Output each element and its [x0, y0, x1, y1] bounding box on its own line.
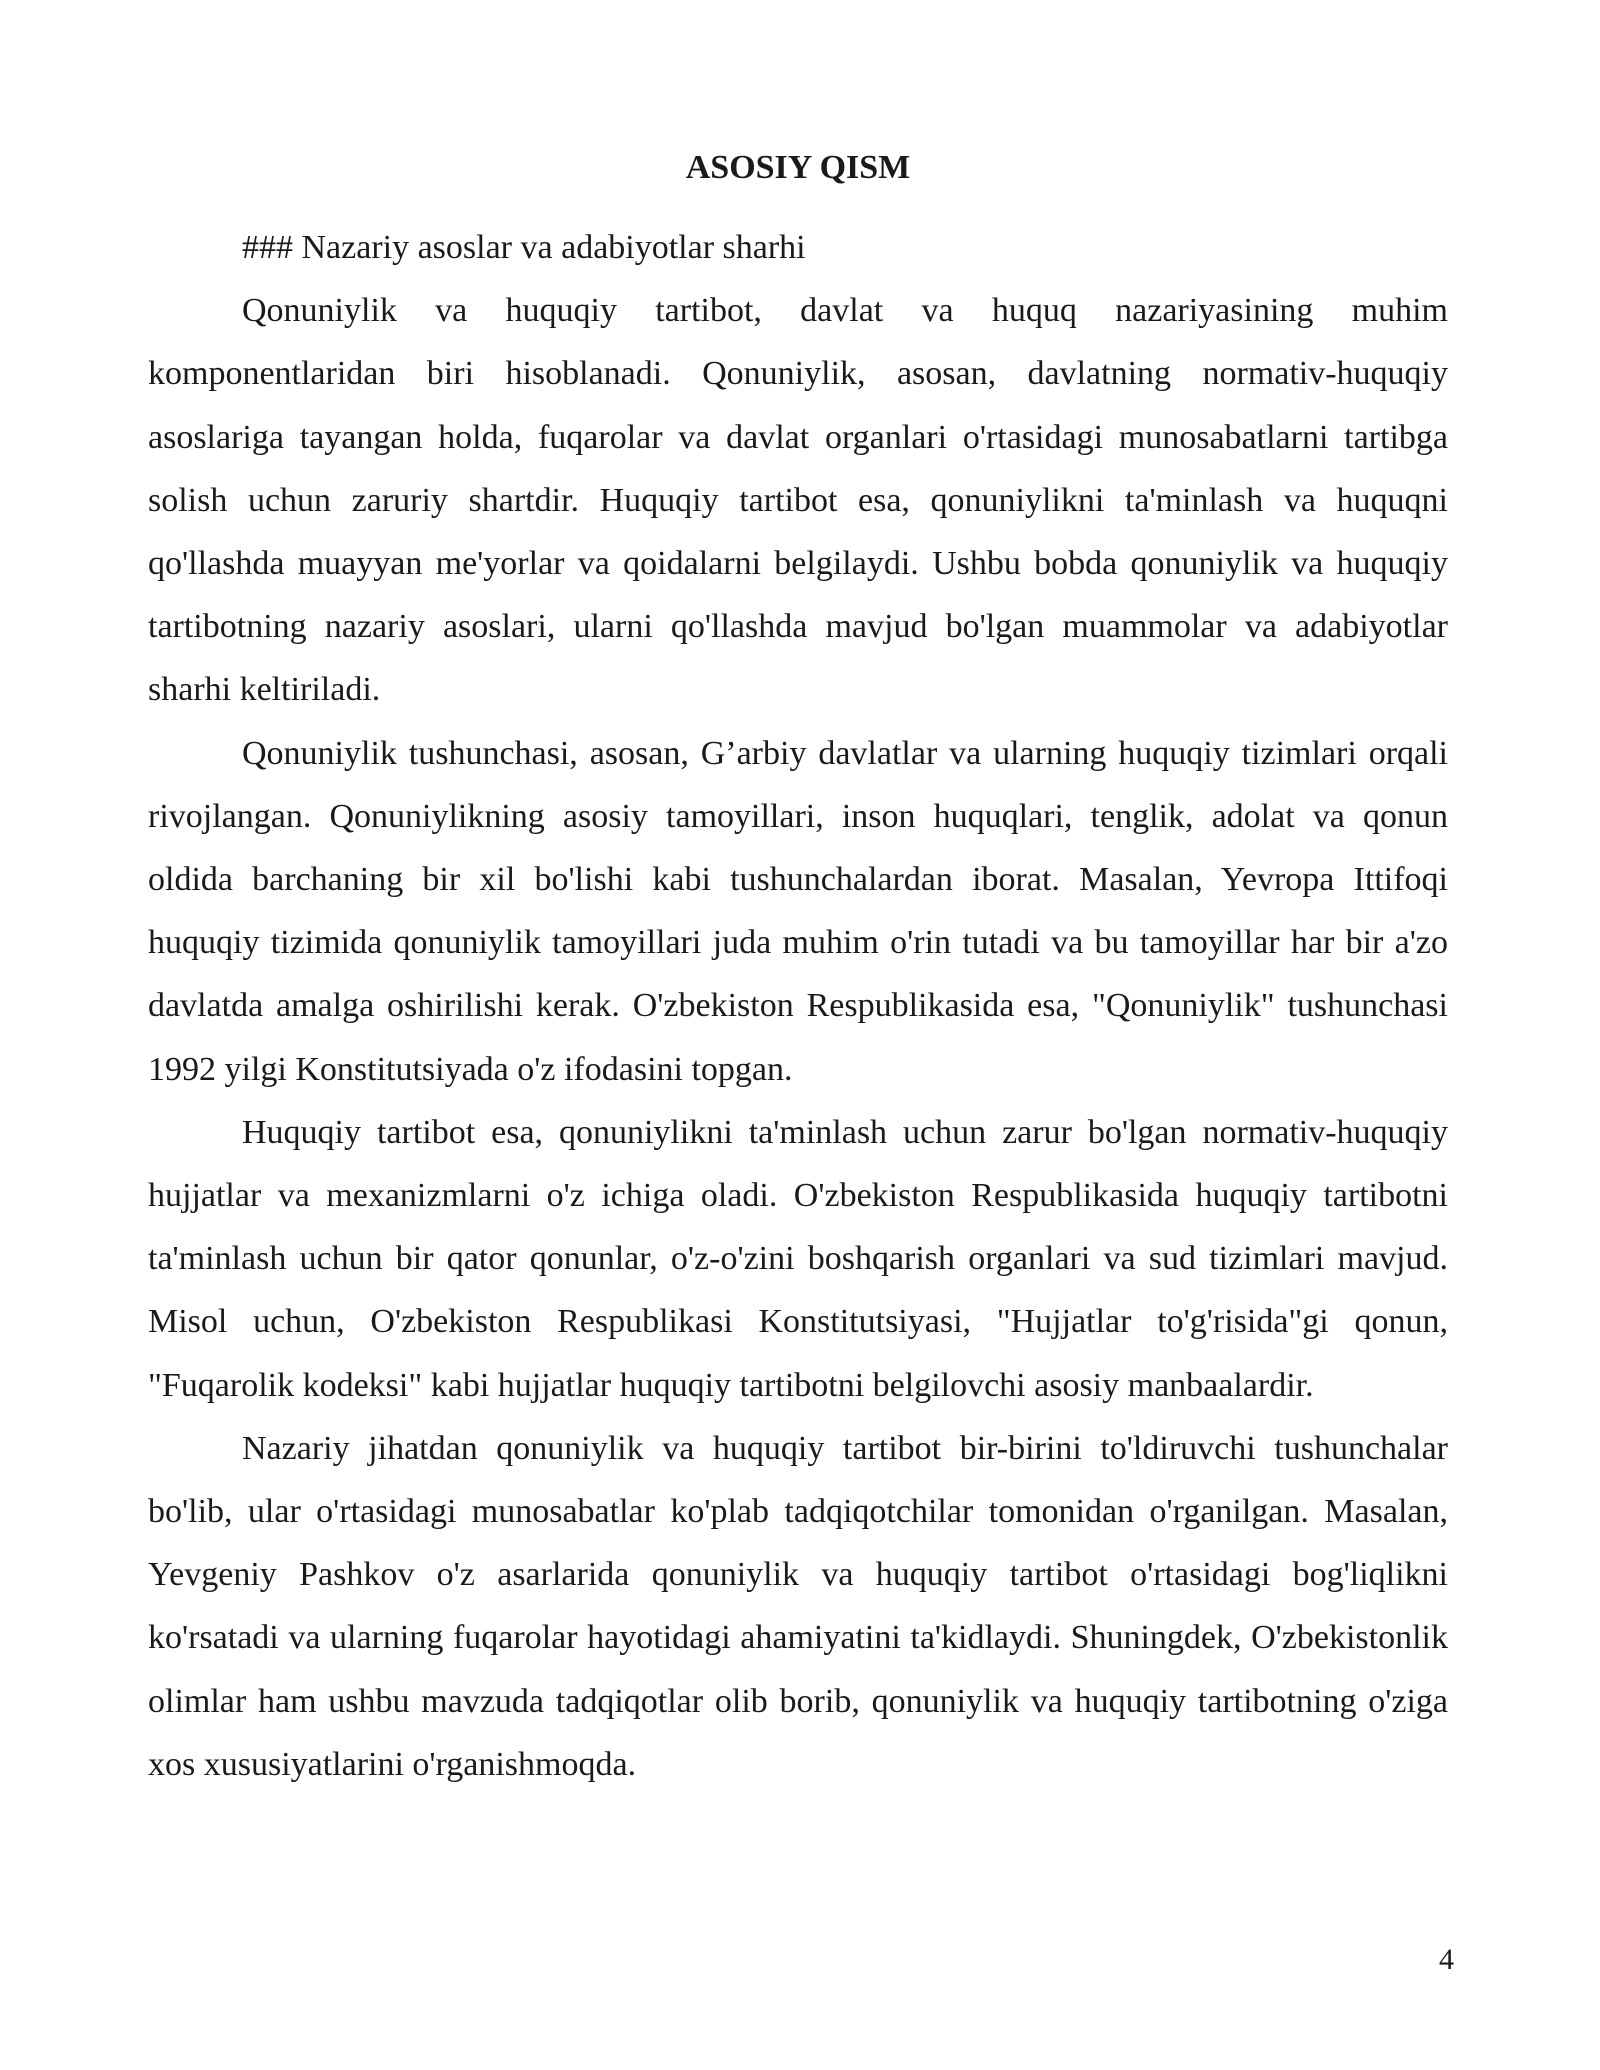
page-title: ASOSIY QISM	[685, 149, 911, 186]
page-number: 4	[1439, 1943, 1454, 1976]
paragraph: Qonuniylik tushunchasi, asosan, G’arbiy davlatlar va ularning huquqiy tizimlari orqali rivojlangan. Qonuniylikning asosiy tamoyillari, inson huquqlari, tenglik, adolat va qonun oldida barchaning bir xil bo'lishi kabi tushunchalardan iborat. Masalan, Yevropa Ittifoqi huquqiy tizimida qonuniylik tamoyillari juda muhim o'rin tutadi va bu tamoyillar har bir a'zo davlatda amalga oshirilishi kerak. O'zbekiston Respublikasida esa, "Qonuniylik" tushunchasi 1992 yilgi Konstitutsiyada o'z ifodasini topgan.	[148, 734, 1448, 1088]
paragraph: Qonuniylik va huquqiy tartibot, davlat va huquq nazariyasining muhim komponentlaridan biri hisoblanadi. Qonuniylik, asosan, davlatning normativ-huquqiy asoslariga tayangan holda, fuqarolar va davlat organlari o'rtasidagi munosabatlarni tartibga solish uchun zaruriy shartdir. Huquqiy tartibot esa, qonuniylikni ta'minlash va huquqni qo'llashda muayyan me'yorlar va qoidalarni belgilaydi. Ushbu bobda qonuniylik va huquqiy tartibotning nazariy asoslari, ularni qo'llashda mavjud bo'lgan muammolar va adabiyotlar sharhi keltiriladi.	[148, 292, 1448, 709]
paragraph: Huquqiy tartibot esa, qonuniylikni ta'minlash uchun zarur bo'lgan normativ-huquqiy hujjatlar va mexanizmlarni o'z ichiga oladi. O'zbekiston Respublikasida huquqiy tartibotni ta'minlash uchun bir qator qonunlar, o'z-o'zini boshqarish organlari va sud tizimlari mavjud. Misol uchun, O'zbekiston Respublikasi Konstitutsiyasi, "Hujjatlar to'g'risida"gi qonun, "Fuqarolik kodeksi" kabi hujjatlar huquqiy tartibotni belgilovchi asosiy manbaalardir.	[148, 1113, 1448, 1404]
document-body	[148, 216, 1448, 1796]
paragraph: Nazariy jihatdan qonuniylik va huquqiy tartibot bir-birini to'ldiruvchi tushunchalar bo'lib, ular o'rtasidagi munosabatlar ko'plab tadqiqotchilar tomonidan o'rganilgan. Masalan, Yevgeniy Pashkov o'z asarlarida qonuniylik va huquqiy tartibot o'rtasidagi bog'liqlikni ko'rsatadi va ularning fuqarolar hayotidagi ahamiyatini ta'kidlaydi. Shuningdek, O'zbekistonlik olimlar ham ushbu mavzuda tadqiqotlar olib borib, qonuniylik va huquqiy tartibotning o'ziga xos xususiyatlarini o'rganishmoqda.	[148, 1429, 1448, 1783]
section-subheading: ### Nazariy asoslar va adabiyotlar sharhi	[242, 229, 806, 266]
